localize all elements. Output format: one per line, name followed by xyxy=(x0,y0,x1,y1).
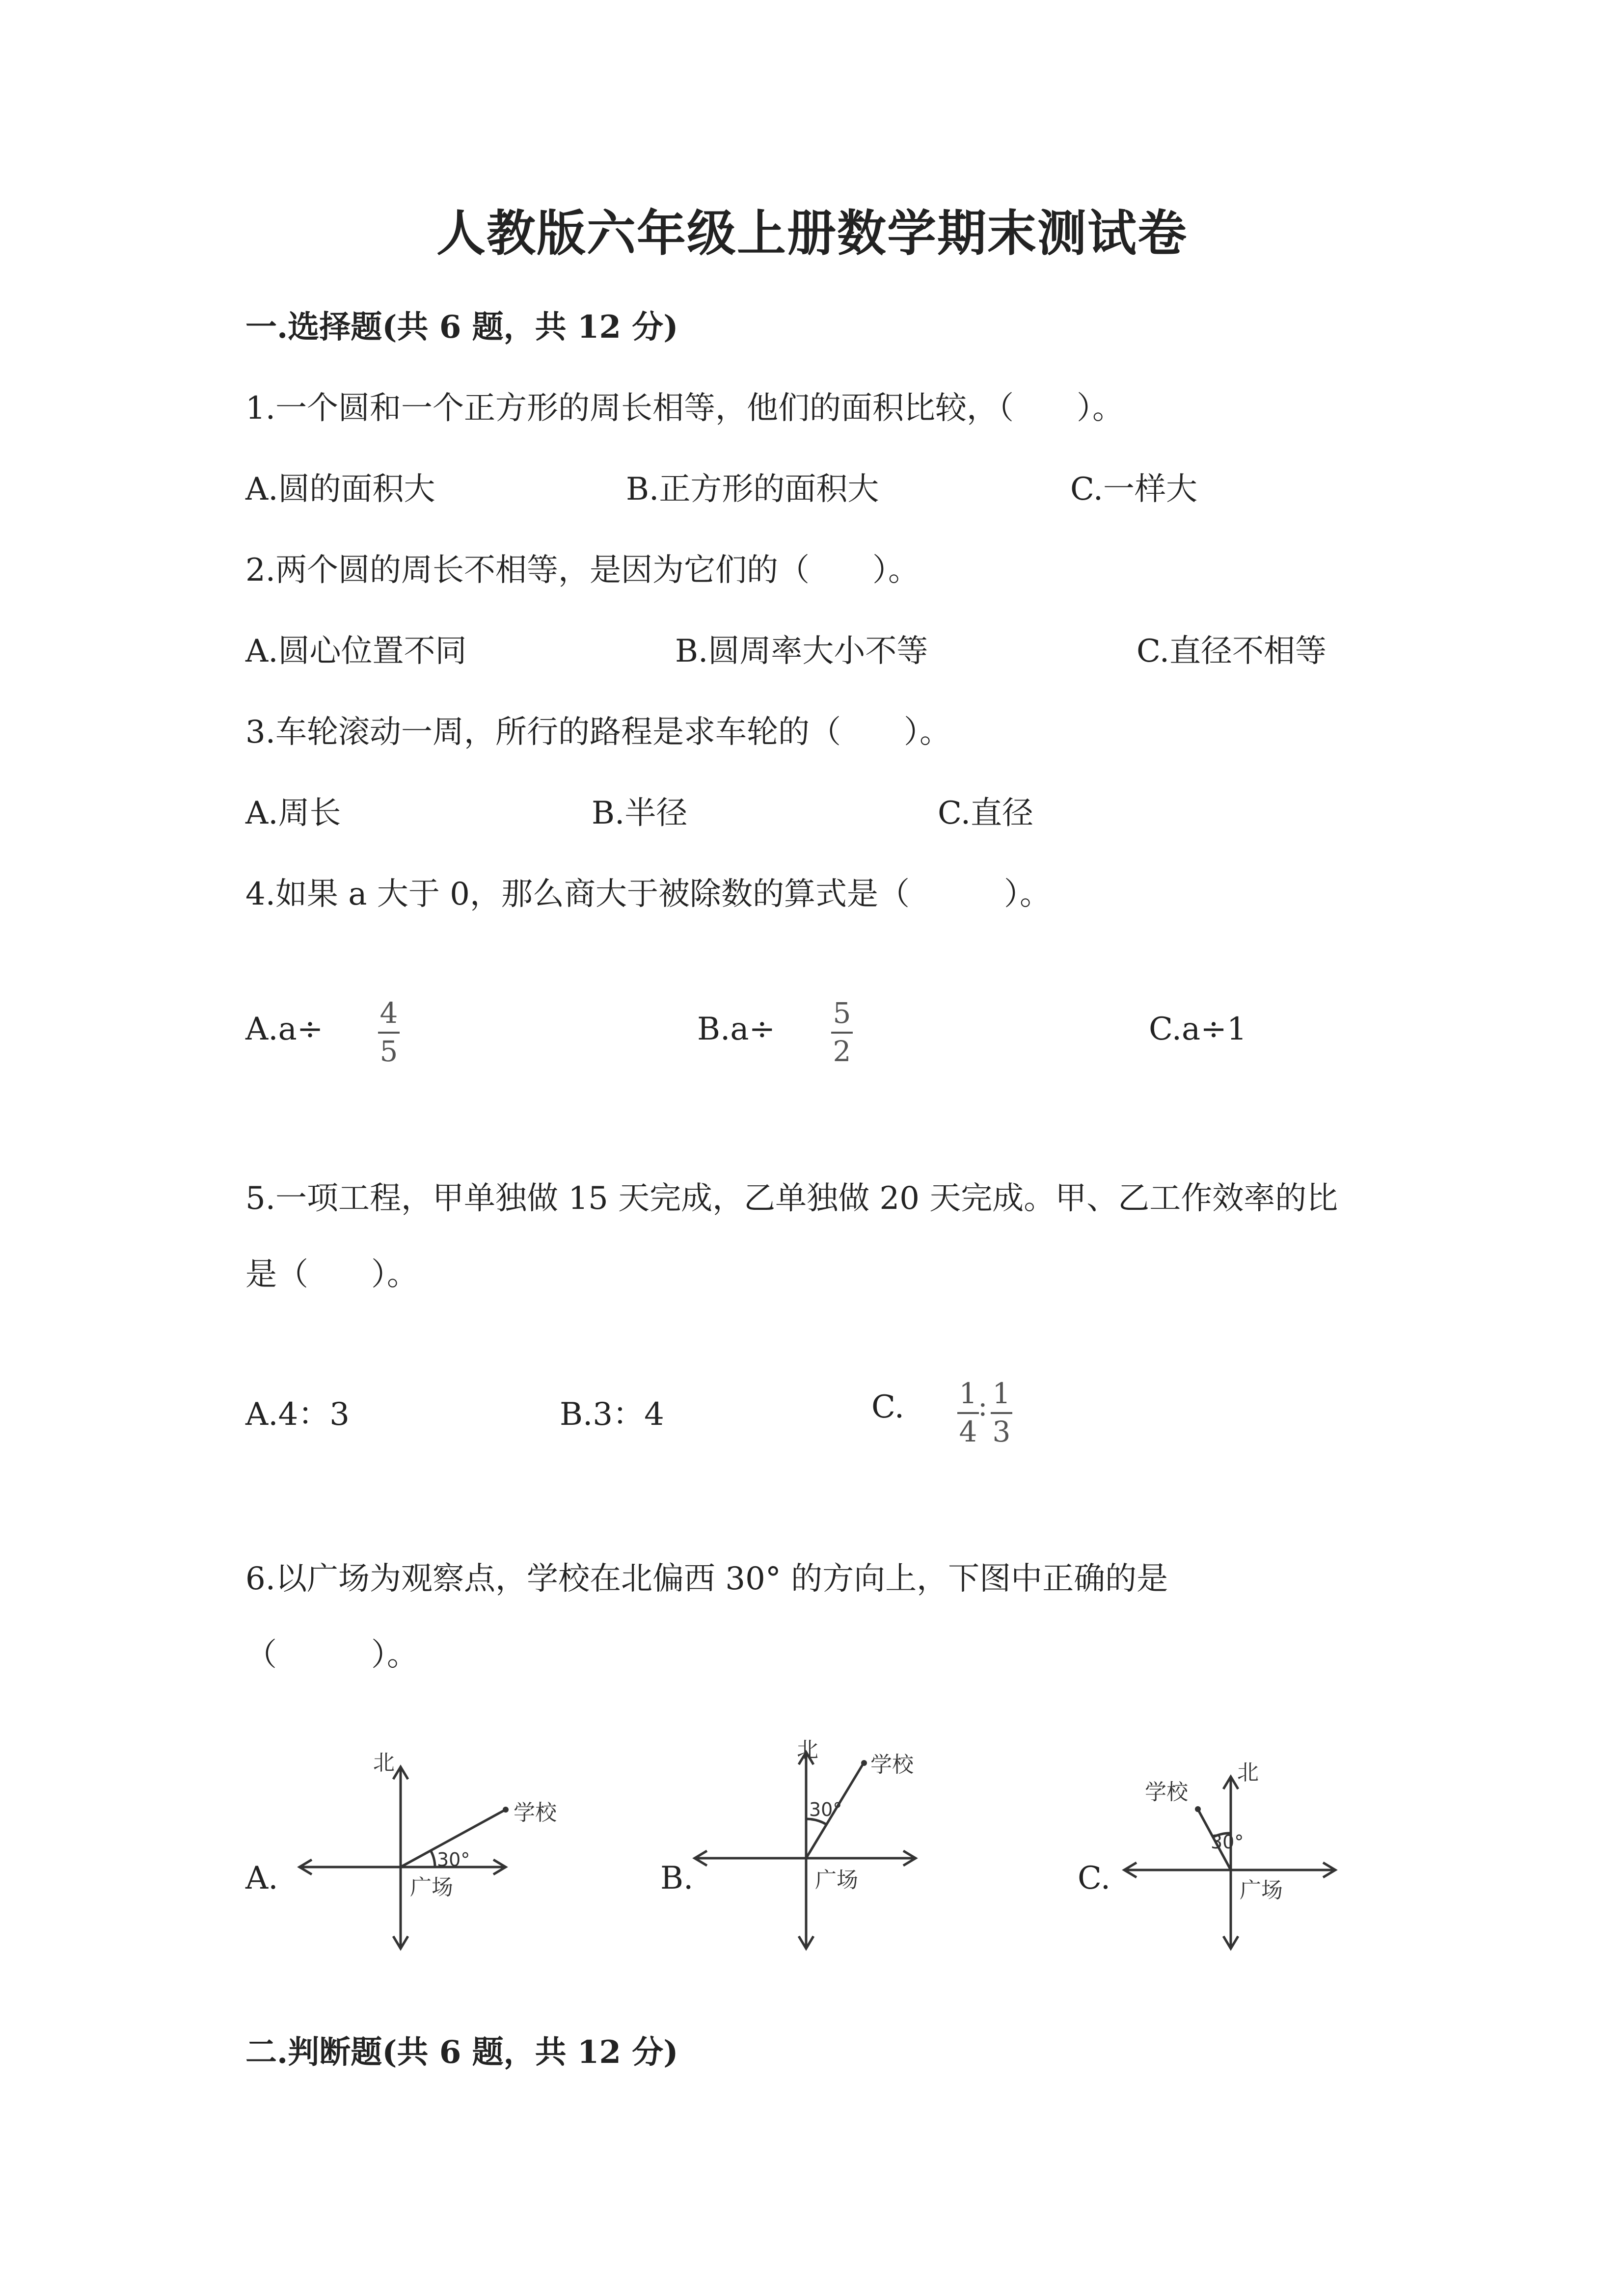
square-label: 广场 xyxy=(410,1875,453,1900)
north-label: 北 xyxy=(797,1737,818,1762)
fraction-denominator: 2 xyxy=(833,1035,851,1068)
question-5-line1: 5.一项工程，甲单独做 15 天完成，乙单独做 20 天完成。甲、乙工作效率的比 xyxy=(245,1180,1338,1217)
question-5-line2: 是（ ）。 xyxy=(245,1256,418,1293)
q6-option-a[interactable]: A. xyxy=(245,1860,278,1896)
question-6-line1: 6.以广场为观察点，学校在北偏西 30° 的方向上，下图中正确的是 xyxy=(245,1561,1168,1597)
q3-option-c[interactable]: C.直径 xyxy=(938,795,1034,831)
question-3: 3.车轮滚动一周，所行的路程是求车轮的（ ）。 xyxy=(245,714,951,750)
q5-option-a[interactable]: A.4：3 xyxy=(245,1396,350,1433)
direction-diagram-a xyxy=(290,1752,565,1958)
q2-option-b[interactable]: B.圆周率大小不等 xyxy=(675,633,928,669)
q5-option-c[interactable]: C. xyxy=(871,1389,905,1425)
fraction-numerator: 1 xyxy=(992,1377,1011,1410)
question-4: 4.如果 a 大于 0，那么商大于被除数的算式是（ ）。 xyxy=(245,876,1051,912)
question-2: 2.两个圆的周长不相等，是因为它们的（ ）。 xyxy=(245,552,920,588)
square-label: 广场 xyxy=(815,1868,858,1893)
q1-option-b[interactable]: B.正方形的面积大 xyxy=(626,471,879,507)
q2-option-c[interactable]: C.直径不相等 xyxy=(1137,633,1327,669)
q3-option-a[interactable]: A.周长 xyxy=(245,795,341,831)
q6-option-b[interactable]: B. xyxy=(660,1860,694,1896)
section-heading-judgement: 二.判断题(共 6 题，共 12 分) xyxy=(245,2034,678,2071)
fraction-numerator: 4 xyxy=(379,996,398,1030)
q4-option-b[interactable]: B.a÷ xyxy=(697,1011,776,1047)
q5-option-b[interactable]: B.3：4 xyxy=(560,1396,664,1433)
angle-label: 30° xyxy=(437,1849,470,1870)
fraction-denominator: 3 xyxy=(992,1415,1011,1448)
page-title: 人教版六年级上册数学期末测试卷 xyxy=(436,204,1188,262)
q6-option-c[interactable]: C. xyxy=(1078,1860,1111,1896)
north-label: 北 xyxy=(373,1752,395,1775)
angle-label: 30° xyxy=(809,1799,842,1820)
direction-diagram-c xyxy=(1114,1752,1350,1958)
fraction-bar xyxy=(991,1412,1012,1414)
question-1: 1.一个圆和一个正方形的周长相等，他们的面积比较，（ ）。 xyxy=(245,390,1124,427)
fraction-numerator: 5 xyxy=(833,996,851,1030)
school-label: 学校 xyxy=(1145,1780,1188,1805)
square-label: 广场 xyxy=(1240,1878,1283,1903)
fraction-denominator: 4 xyxy=(959,1415,977,1448)
fraction-bar xyxy=(957,1412,979,1414)
ratio-separator: : xyxy=(978,1389,988,1422)
school-label: 学校 xyxy=(514,1800,557,1825)
angle-label: 30° xyxy=(1211,1831,1244,1853)
q4-option-a[interactable]: A.a÷ xyxy=(245,1011,324,1047)
fraction-bar xyxy=(378,1032,400,1034)
direction-diagram-b xyxy=(685,1733,940,1958)
north-label: 北 xyxy=(1237,1760,1259,1785)
fraction-bar xyxy=(831,1032,853,1034)
q2-option-a[interactable]: A.圆心位置不同 xyxy=(245,633,467,669)
fraction-denominator: 5 xyxy=(379,1035,398,1068)
section-heading-choice: 一.选择题(共 6 题，共 12 分) xyxy=(245,309,678,346)
question-6-line2: （ ）。 xyxy=(245,1637,418,1673)
q3-option-b[interactable]: B.半径 xyxy=(592,795,688,831)
q1-option-a[interactable]: A.圆的面积大 xyxy=(245,471,435,507)
q4-option-c[interactable]: C.a÷1 xyxy=(1149,1011,1247,1047)
school-label: 学校 xyxy=(870,1752,914,1777)
q1-option-c[interactable]: C.一样大 xyxy=(1070,471,1198,507)
fraction-numerator: 1 xyxy=(959,1377,977,1410)
